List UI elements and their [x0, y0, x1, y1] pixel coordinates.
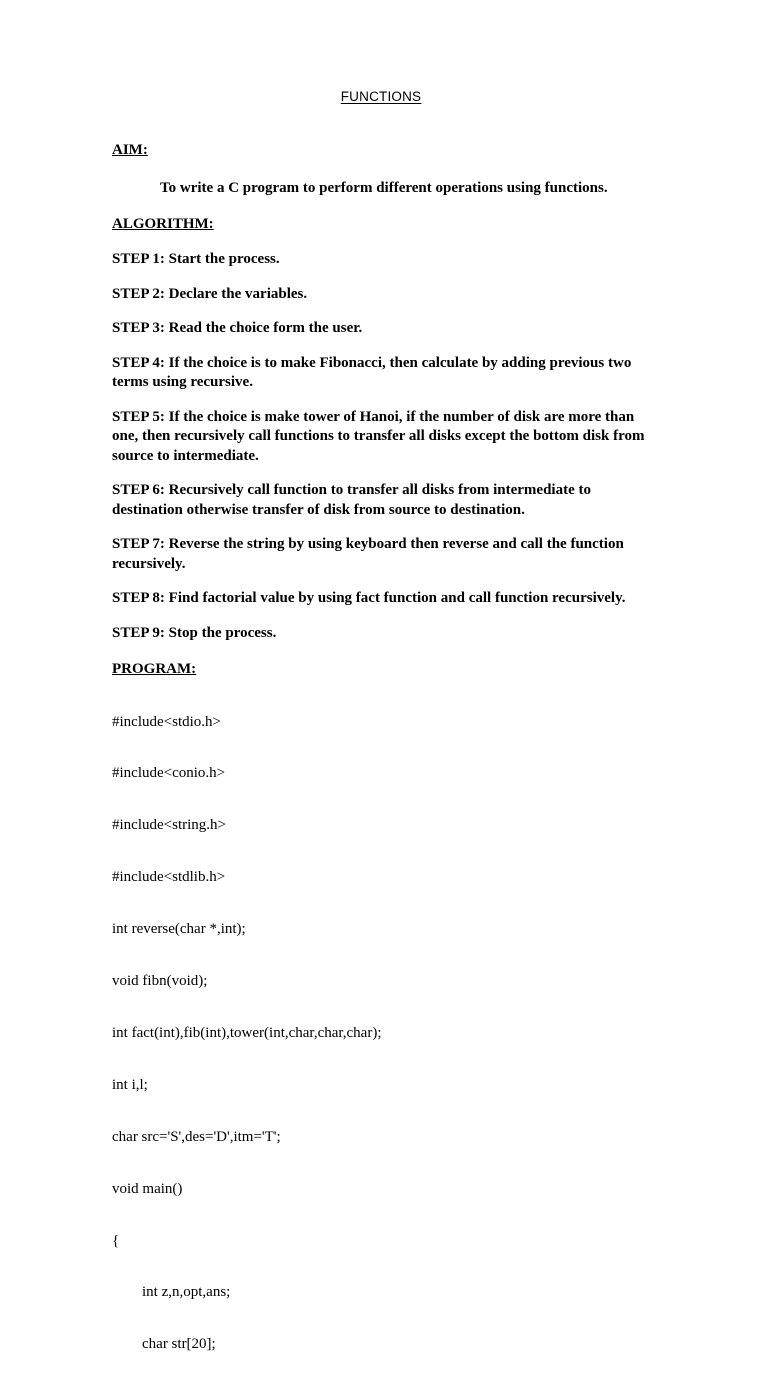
program-heading [112, 660, 650, 679]
spacer [112, 520, 650, 535]
algorithm-step: STEP 8: Find factorial value by using fact function and call function recursively. [112, 590, 626, 606]
program-code-listing [112, 679, 650, 1388]
code-line: int reverse(char *,int); [112, 921, 246, 938]
spacer [112, 234, 650, 250]
spacer [112, 393, 650, 408]
code-line: char src='S',des='D',itm='T'; [112, 1128, 281, 1145]
code-line: #include<conio.h> [112, 765, 226, 782]
algorithm-step: STEP 1: Start the process. [112, 251, 280, 267]
code-line: #include<stdlib.h> [112, 869, 226, 886]
algorithm-step: STEP 4: If the choice is to make Fibonacci, then calculate by adding previous two terms using recursive. [112, 354, 632, 390]
spacer [112, 270, 650, 285]
algorithm-step: STEP 9: Stop the process. [112, 624, 277, 641]
code-line: char str[20]; [112, 1336, 216, 1353]
code-line: void main() [112, 1180, 183, 1197]
algorithm-step: STEP 2: Declare the variables. [112, 285, 308, 302]
algorithm-heading-text: ALGORITHM: [112, 216, 214, 232]
spacer [112, 643, 650, 660]
program-heading-text: PROGRAM: [112, 661, 197, 677]
page-title [112, 88, 650, 105]
algorithm-heading [112, 215, 650, 234]
code-line: #include<string.h> [112, 817, 226, 834]
algorithm-step: STEP 5: If the choice is make tower of Hanoi, if the number of disk are more than one, then recursively call functions to transfer all disks except the bottom disk from source to intermediate. [112, 408, 645, 464]
code-line: int fact(int),fib(int),tower(int,char,char,char); [112, 1024, 382, 1041]
spacer [112, 339, 650, 354]
code-line: { [112, 1232, 120, 1249]
aim-body: To write a C program to perform different operations using functions. [160, 180, 608, 196]
spacer [112, 304, 650, 319]
aim-heading-text: AIM: [112, 142, 148, 158]
code-line: int z,n,opt,ans; [112, 1284, 231, 1301]
spacer [112, 198, 650, 215]
document-content [112, 88, 650, 1388]
spacer [112, 160, 650, 179]
page-title-text: FUNCTIONS [340, 89, 422, 104]
algorithm-step: STEP 3: Read the choice form the user. [112, 320, 363, 336]
code-line: void fibn(void); [112, 973, 208, 990]
aim-heading [112, 141, 650, 160]
algorithm-step: STEP 6: Recursively call function to transfer all disks from intermediate to destination otherwise transfer of disk from source to destination. [112, 482, 591, 518]
spacer [112, 466, 650, 481]
spacer [112, 574, 650, 589]
spacer [112, 105, 650, 141]
code-line: #include<stdio.h> [112, 713, 221, 730]
algorithm-step: STEP 7: Reverse the string by using keyboard then reverse and call the function recursively. [112, 536, 624, 572]
code-line: int i,l; [112, 1076, 148, 1093]
spacer [112, 609, 650, 624]
